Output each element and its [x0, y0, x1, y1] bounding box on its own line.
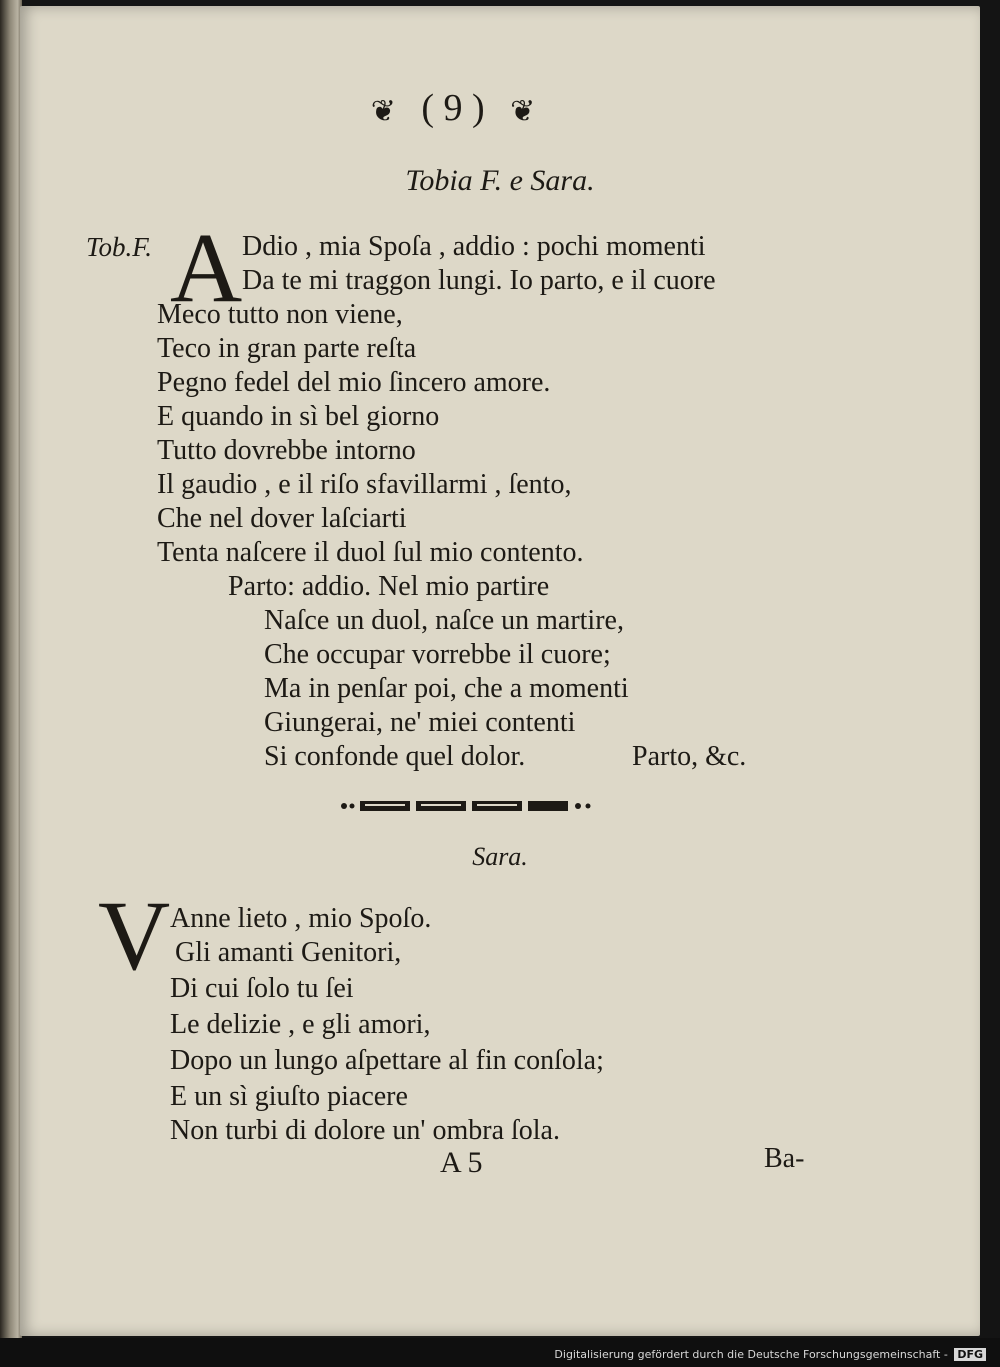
verse-line: Il gaudio , e il riſo sfavillarmi , ſento,	[157, 469, 572, 500]
verse-line: Gli amanti Genitori,	[175, 937, 402, 968]
aria-line: Si confonde quel dolor.	[264, 741, 526, 772]
digitization-credit	[554, 1348, 986, 1361]
aria-line: Ma in penſar poi, che a momenti	[264, 673, 629, 704]
aria-line: Che occupar vorrebbe il cuore;	[264, 639, 611, 670]
speaker-label: Tob.F.	[86, 232, 153, 262]
drop-capital-a: A	[170, 212, 243, 323]
verse-line: Non turbi di dolore un' ombra ſola.	[170, 1115, 560, 1146]
adjacent-page-edge	[0, 0, 22, 1367]
aria-line: Naſce un duol, naſce un martire,	[264, 605, 624, 636]
verse-line: Da te mi traggon lungi. Io parto, e il cuore	[242, 265, 716, 296]
verse-line: Dopo un lungo aſpettare al fin conſola;	[170, 1045, 604, 1076]
verse-line: Tenta naſcere il duol ſul mio contento.	[157, 537, 584, 568]
catchword: Ba-	[764, 1143, 805, 1174]
aria-line: Giungerai, ne' miei contenti	[264, 707, 576, 738]
drop-capital-v: V	[98, 880, 171, 991]
verse-line: Tutto dovrebbe intorno	[157, 435, 416, 466]
verse-line: E un sì giuſto piacere	[170, 1081, 408, 1112]
fleuron-ornament-right-icon: ❦	[510, 94, 536, 128]
digitization-credit-text: Digitalisierung gefördert durch die Deutsche Forschungsgemeinschaft -	[554, 1348, 948, 1361]
verse-line: Le delizie , e gli amori,	[170, 1009, 431, 1040]
page-number-header	[338, 86, 568, 130]
printer-signature: A 5	[440, 1146, 483, 1179]
verse-line: Anne lieto , mio Spoſo.	[170, 903, 432, 934]
dfg-logo-icon: DFG	[954, 1348, 986, 1361]
fleuron-ornament-left-icon: ❦	[370, 94, 396, 128]
section-title-tobia-sara: Tobia F. e Sara.	[405, 164, 595, 197]
ornamental-divider-icon	[338, 796, 608, 816]
verse-line: Teco in gran parte reſta	[157, 333, 417, 364]
page-number: ( 9 )	[421, 87, 485, 129]
verse-line: Pegno fedel del mio ſincero amore.	[157, 367, 551, 398]
aria-line: Parto: addio. Nel mio partire	[228, 571, 550, 602]
verse-line: Meco tutto non viene,	[157, 299, 403, 330]
section-title-sara: Sara.	[472, 842, 528, 871]
verse-line: Ddio , mia Spoſa , addio : pochi momenti	[242, 231, 706, 262]
verse-line: Di cui ſolo tu ſei	[170, 973, 354, 1004]
book-page	[20, 6, 980, 1336]
verse-line: Che nel dover laſciarti	[157, 503, 407, 534]
da-capo-mark: Parto, &c.	[632, 741, 747, 772]
verse-line: E quando in sì bel giorno	[157, 401, 440, 432]
